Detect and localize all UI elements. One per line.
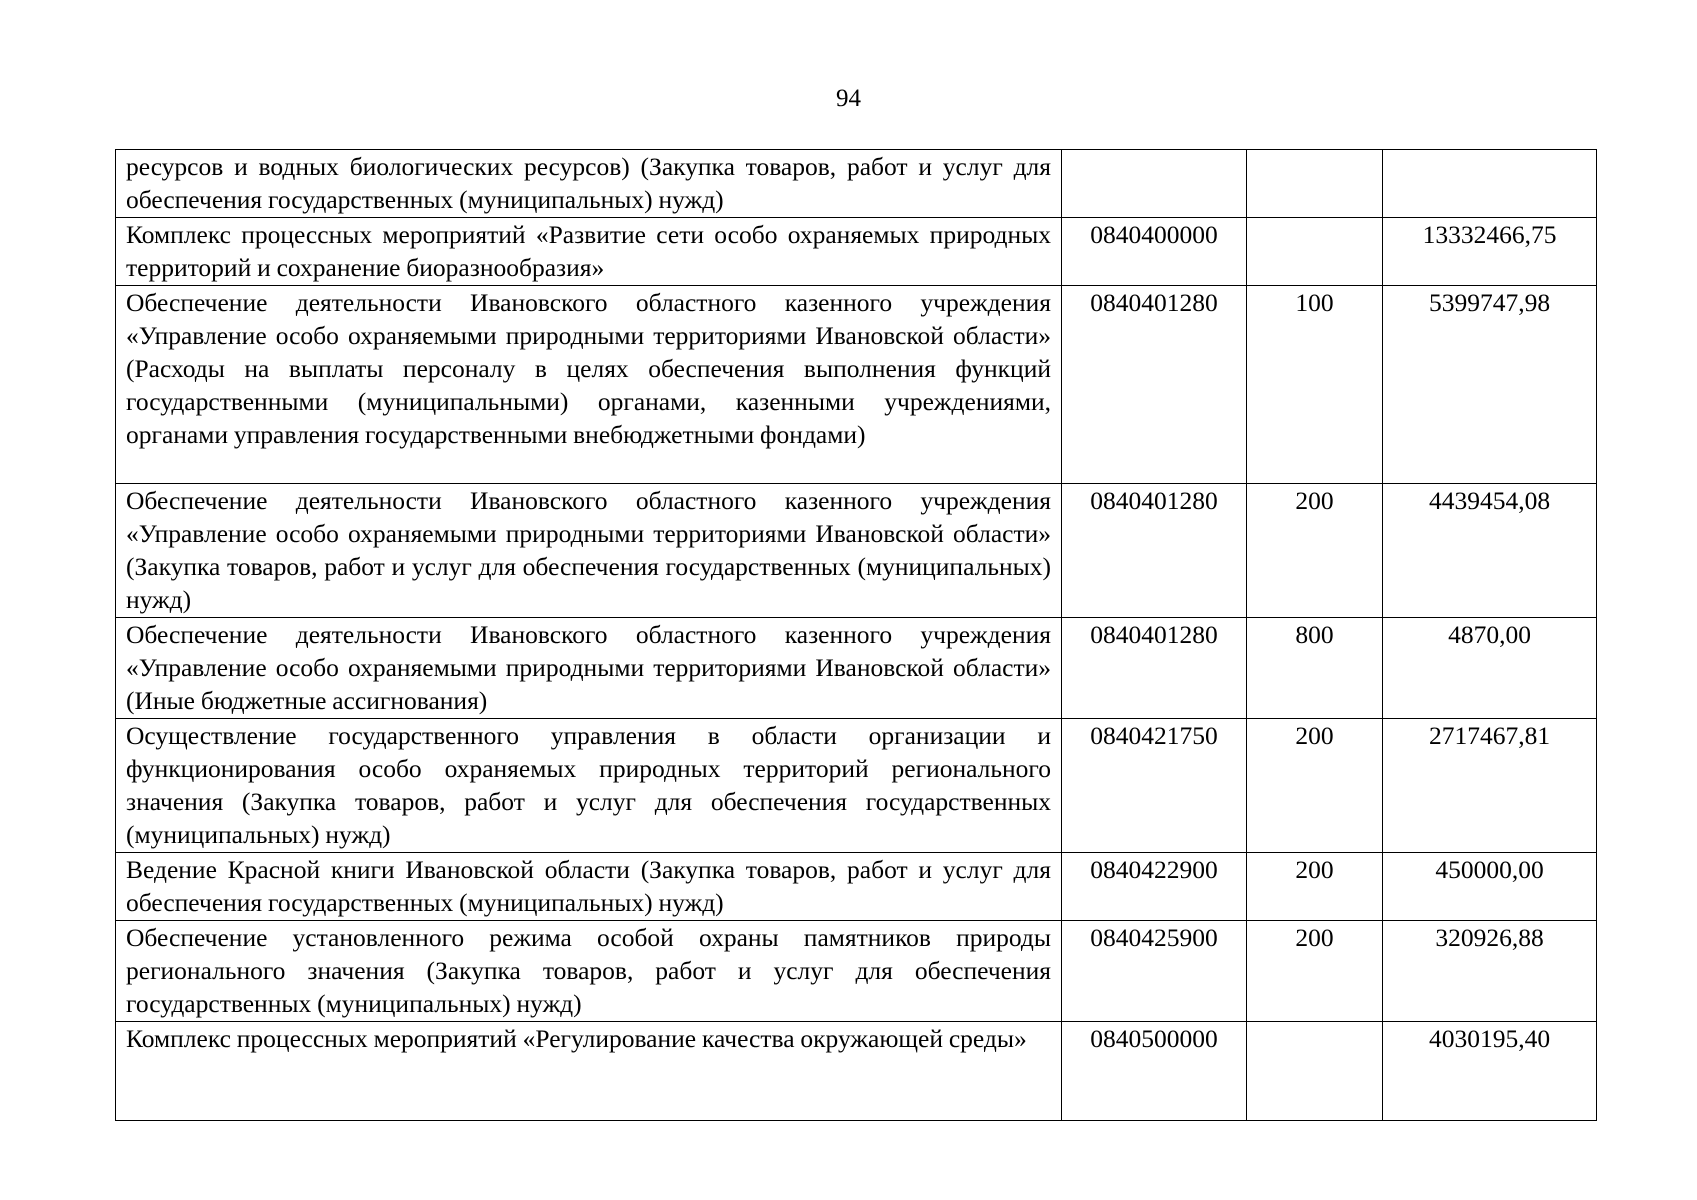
row-target-code: 0840500000: [1062, 1022, 1247, 1121]
row-target-code: 0840425900: [1062, 921, 1247, 1022]
row-amount: 320926,88: [1383, 921, 1597, 1022]
row-description: Обеспечение установленного режима особой охраны памятников природы регионального значения (Закупка товаров, работ и услуг для обеспечения государственных (муниципальных) нужд): [116, 921, 1062, 1022]
row-description: Ведение Красной книги Ивановской области (Закупка товаров, работ и услуг для обеспечения государственных (муниципальных) нужд): [116, 853, 1062, 921]
budget-table: [115, 149, 1597, 1121]
row-description: Обеспечение деятельности Ивановского областного казенного учреждения «Управление особо охраняемыми природными территориями Ивановской области» (Иные бюджетные ассигнования): [116, 618, 1062, 719]
table-row: [116, 218, 1597, 286]
row-target-code: 0840400000: [1062, 218, 1247, 286]
row-expense-type: 100: [1247, 286, 1383, 484]
row-description: Обеспечение деятельности Ивановского областного казенного учреждения «Управление особо охраняемыми природными территориями Ивановской области» (Расходы на выплаты персоналу в целях обеспечения выполнения функций государственными (муниципальными) органами, казенными учреждениями, органами управления государственными внебюджетными фондами): [116, 286, 1062, 484]
row-amount: [1383, 150, 1597, 218]
table-row: [116, 618, 1597, 719]
table-row: [116, 719, 1597, 853]
row-expense-type: 200: [1247, 719, 1383, 853]
row-amount: 5399747,98: [1383, 286, 1597, 484]
row-expense-type: [1247, 218, 1383, 286]
row-amount: 4030195,40: [1383, 1022, 1597, 1121]
table-row: [116, 150, 1597, 218]
row-description: Обеспечение деятельности Ивановского областного казенного учреждения «Управление особо охраняемыми природными территориями Ивановской области» (Закупка товаров, работ и услуг для обеспечения государственных (муниципальных) нужд): [116, 484, 1062, 618]
row-description: Комплекс процессных мероприятий «Регулирование качества окружающей среды»: [116, 1022, 1062, 1121]
row-amount: 4439454,08: [1383, 484, 1597, 618]
row-expense-type: [1247, 1022, 1383, 1121]
row-target-code: [1062, 150, 1247, 218]
row-description: ресурсов и водных биологических ресурсов) (Закупка товаров, работ и услуг для обеспечения государственных (муниципальных) нужд): [116, 150, 1062, 218]
row-target-code: 0840421750: [1062, 719, 1247, 853]
row-amount: 13332466,75: [1383, 218, 1597, 286]
row-expense-type: 800: [1247, 618, 1383, 719]
row-expense-type: 200: [1247, 921, 1383, 1022]
row-target-code: 0840401280: [1062, 484, 1247, 618]
row-expense-type: 200: [1247, 484, 1383, 618]
page-number: 94: [836, 85, 861, 112]
row-target-code: 0840401280: [1062, 618, 1247, 719]
table-row: [116, 853, 1597, 921]
table-row: [116, 1022, 1597, 1121]
table-row: [116, 286, 1597, 484]
row-description: Осуществление государственного управления в области организации и функционирования особо охраняемых природных территорий регионального значения (Закупка товаров, работ и услуг для обеспечения государственных (муниципальных) нужд): [116, 719, 1062, 853]
row-amount: 2717467,81: [1383, 719, 1597, 853]
row-target-code: 0840401280: [1062, 286, 1247, 484]
table-row: [116, 921, 1597, 1022]
row-expense-type: 200: [1247, 853, 1383, 921]
table-row: [116, 484, 1597, 618]
row-amount: 450000,00: [1383, 853, 1597, 921]
row-expense-type: [1247, 150, 1383, 218]
row-amount: 4870,00: [1383, 618, 1597, 719]
row-description: Комплекс процессных мероприятий «Развитие сети особо охраняемых природных территорий и сохранение биоразнообразия»: [116, 218, 1062, 286]
row-target-code: 0840422900: [1062, 853, 1247, 921]
